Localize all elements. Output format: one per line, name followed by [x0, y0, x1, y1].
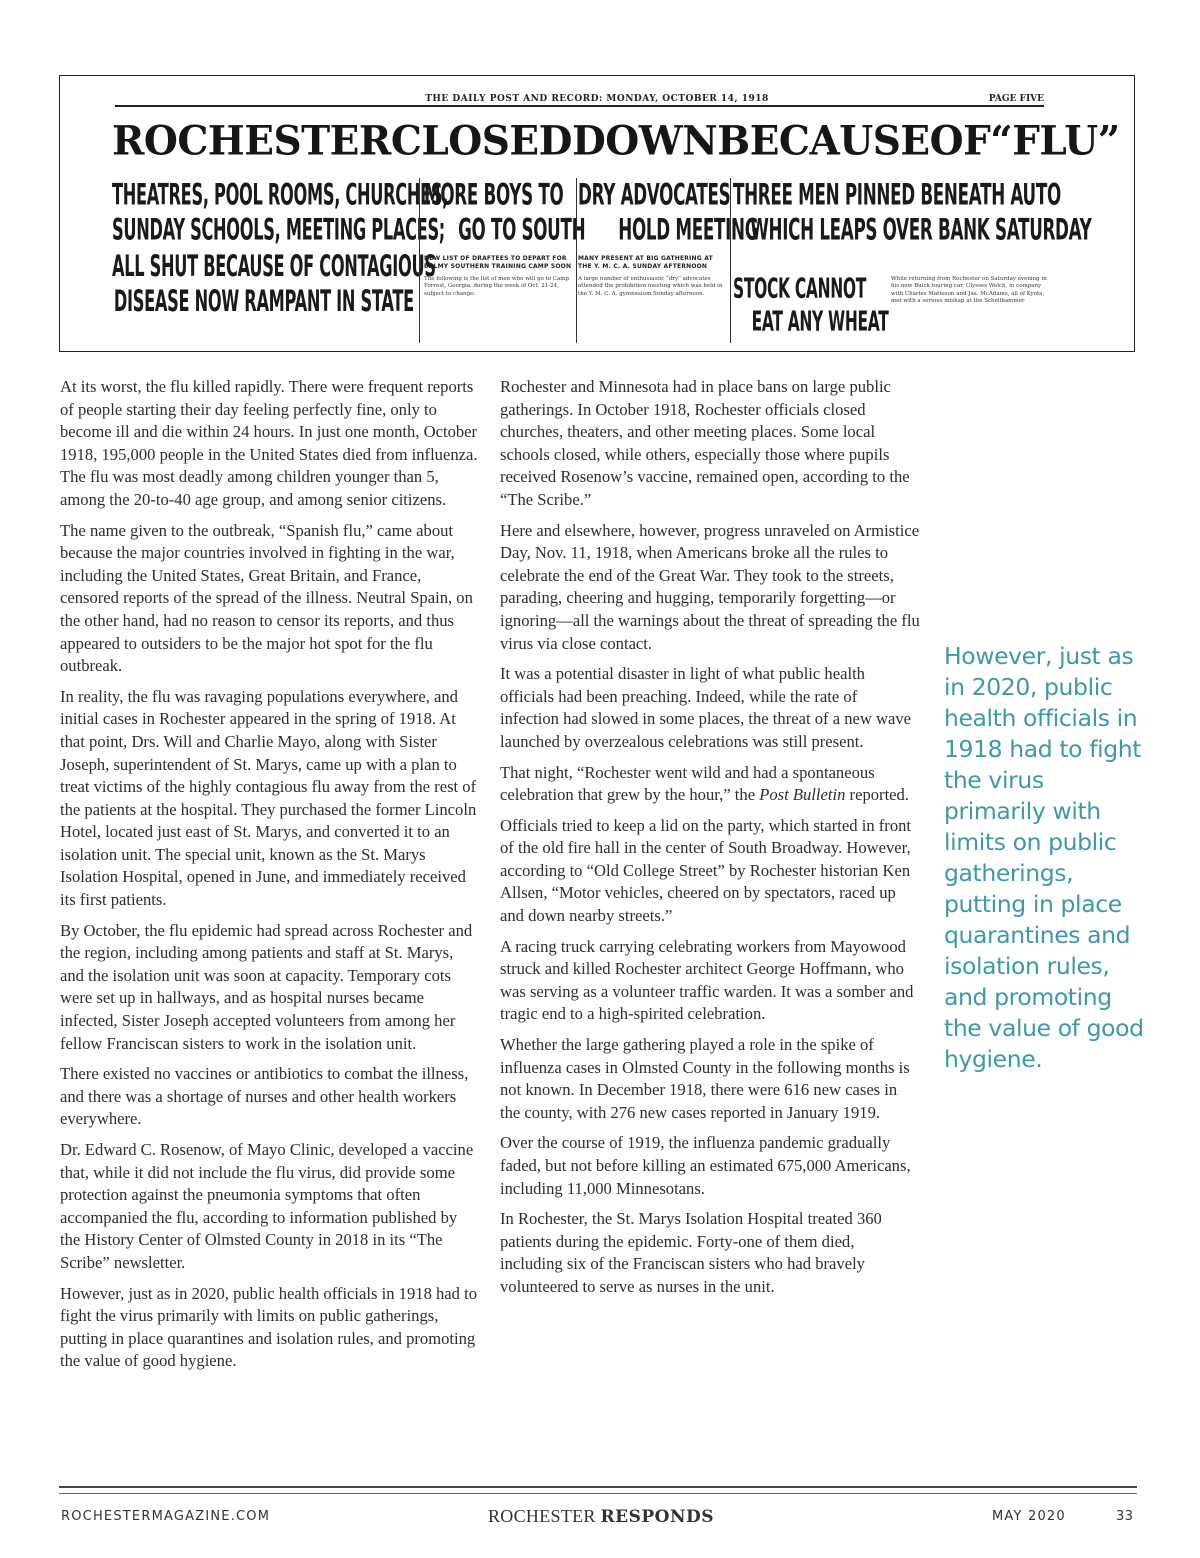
- headline-word: BECAUSE: [717, 117, 930, 165]
- headline-word: CLOSED: [390, 117, 572, 165]
- paragraph: Whether the large gathering played a role in the spike of influenza cases in Olmsted County in the following months is not known. In December 1918, there were 616 new cases in the county, with 276 new cases reported in January 1919.: [500, 1035, 910, 1122]
- footer-rule: [59, 1493, 1137, 1494]
- article-column-middle: [500, 376, 920, 1307]
- paragraph: In reality, the flu was ravaging populations everywhere, and initial cases in Rochester appeared in the spring of 1918. At that point, Drs. Will and Charlie Mayo, along with Sister Joseph, superintendent of St. Marys, came up with a plan to treat victims of the highly contagious flu away from the rest of the patients at the hospital. They purchased the former Lincoln Hotel, located just east of St. Marys, and converted it to an isolation unit. The special unit, known as the St. Marys Isolation Hospital, opened in June, and immediately received its first patients.: [60, 686, 477, 910]
- headline-word: OF: [929, 117, 991, 165]
- clipping-rule: [115, 105, 1044, 107]
- clipping-col-boys: [424, 178, 586, 343]
- paragraph: By October, the flu epidemic had spread across Rochester and the region, including among patients and staff at St. Marys, and the isolation unit was soon at capacity. Temporary cots were set up in hallways, and as hospital nurses became infected, Sister Joseph accepted volunteers from among her fellow Franciscan sisters to work in the isolation unit.: [60, 920, 473, 1053]
- paragraph: Here and elsewhere, however, progress unraveled on Armistice Day, Nov. 11, 1918, when Americans broke all the rules to celebrate the end of the Great War. They took to the streets, parading, cheering and hugging, temporarily forgetting—or ignoring—all the warnings about the threat of spreading the flu virus via close contact.: [500, 520, 920, 653]
- clipping-col-auto: [733, 178, 1092, 343]
- paragraph: There existed no vaccines or antibiotics to combat the illness, and there was a shortage of nurses and other health workers everywhere.: [60, 1064, 469, 1129]
- paragraph: A racing truck carrying celebrating workers from Mayowood struck and killed Rochester architect George Hoffmann, who was serving as a volunteer traffic warden. It was a somber and tragic end to a high-spirited celebration.: [500, 936, 914, 1024]
- paragraph: Officials tried to keep a lid on the party, which started in front of the old fire hall in the center of South Broadway. However, according to “Old College Street” by Rochester historian Ken Allsen, “Motor vehicles, cheered on by spectators, raced up and down nearby streets.”: [500, 815, 912, 926]
- page-number: 33: [1116, 1509, 1134, 1524]
- footer-site: ROCHESTERMAGAZINE.COM: [61, 1509, 271, 1524]
- clipping-body: While returning from Rochester on Saturday evening in his new Buick touring car, Ulysses Welch, in company with Charles Matteson and Jas. McAdams, all of Kyota, met with a serious mishap at the Schellhammer: [891, 276, 1047, 305]
- headline-word: DOWN: [571, 117, 718, 165]
- clipping-line: STOCK CANNOT: [733, 272, 867, 304]
- section-light: ROCHESTER: [488, 1506, 601, 1526]
- publication-title: Post Bulletin: [759, 785, 846, 805]
- footer-rule: [59, 1486, 1137, 1488]
- text-run: reported.: [845, 785, 909, 805]
- pull-quote: However, just as in 2020, public health officials in 1918 had to fight the virus primarily with limits on public gatherings, putting in place quarantines and isolation rules, and promoting the value of good hygiene.: [944, 642, 1144, 1073]
- paragraph: However, just as in 2020, public health officials in 1918 had to fight the virus primarily with limits on public gatherings, putting in place quarantines and isolation rules, and promoting the value of good hygiene.: [60, 1283, 478, 1371]
- clipping-line: GO TO SOUTH: [458, 213, 586, 248]
- clipping-page-label: PAGE FIVE: [983, 94, 1044, 104]
- clipping-subhead: MANY PRESENT AT BIG GATHERING AT THE Y. M. C. A. SUNDAY AFTERNOON: [578, 255, 713, 270]
- footer-section: [488, 1506, 714, 1527]
- clipping-columns: [112, 178, 1092, 343]
- clipping-line: SUNDAY SCHOOLS, MEETING PLACES;: [112, 213, 445, 248]
- clipping-col-dry: [578, 178, 759, 343]
- text-run: That night, “Rochester went wild and had a spontaneous celebration that grew by the hour,” the: [500, 762, 875, 805]
- headline-word: “FLU”: [990, 117, 1120, 165]
- paragraph: Over the course of 1919, the influenza pandemic gradually faded, but not before killing an estimated 675,000 Americans, including 11,000 Minnesotans.: [500, 1133, 911, 1198]
- clipping-line: DISEASE NOW RAMPANT IN STATE: [113, 284, 414, 319]
- clipping-line: HOLD MEETING: [618, 213, 759, 248]
- clipping-body: A large number of enthusiastic “dry” advocates attended the prohibition meeting which was held in the Y. M. C. A. gymnasium Sunday afternoon.: [578, 276, 723, 297]
- clipping-masthead: THE DAILY POST AND RECORD: MONDAY, OCTOBER 14, 1918: [419, 94, 775, 104]
- footer-date: MAY 2020: [992, 1509, 1066, 1524]
- paragraph: It was a potential disaster in light of what public health officials had been preaching. Indeed, while the rate of infection had slowed in some places, the threat of a new wave launched by overzealous celebrations was still present.: [500, 664, 912, 751]
- clipping-line: THREE MEN PINNED BENEATH AUTO: [733, 178, 1061, 213]
- paragraph: The name given to the outbreak, “Spanish flu,” came about because the major countries involved in fighting in the war, including the United States, Great Britain, and France, censored reports of the spread of the illness. Neutral Spain, on the other hand, had no reason to censor its reports, and thus appeared to outsiders to be the major hot spot for the flu outbreak.: [60, 520, 473, 676]
- newspaper-clipping: [59, 75, 1135, 352]
- paragraph: [500, 762, 920, 807]
- clipping-subhead: NEW LIST OF DRAFTEES TO DEPART FOR BALMY SOUTHERN TRAINING CAMP SOON: [424, 255, 572, 270]
- column-divider: [576, 178, 577, 343]
- headline-word: ROCHESTER: [112, 117, 391, 165]
- clipping-line: ALL SHUT BECAUSE OF CONTAGIOUS: [112, 249, 436, 284]
- clipping-col-theatres: [112, 178, 449, 343]
- column-divider: [730, 178, 731, 343]
- paragraph: Dr. Edward C. Rosenow, of Mayo Clinic, developed a vaccine that, while it did not include the flu virus, did provide some protection against the pneumonia symptoms that often accompanied the flu, according to information published by the History Center of Olmsted County in 2018 in its “The Scribe” newsletter.: [60, 1140, 474, 1272]
- paragraph: In Rochester, the St. Marys Isolation Hospital treated 360 patients during the epidemic. Forty-one of them died, including six of the Franciscan sisters who had bravely volunteered to serve as nurses in the unit.: [500, 1209, 882, 1296]
- clipping-line: MORE BOYS TO: [424, 178, 564, 213]
- clipping-line: WHICH LEAPS OVER BANK SATURDAY: [750, 213, 1092, 248]
- paragraph: At its worst, the flu killed rapidly. There were frequent reports of people starting their day feeling perfectly fine, only to become ill and die within 24 hours. In just one month, October 1918, 195,000 people in the United States died from influenza. The flu was most deadly among children younger than 5, among the 20-to-40 age group, and among senior citizens.: [60, 377, 478, 509]
- clipping-body: The following is the list of men who will go to Camp Forrest, Georgia, during the week of Oct. 21-24, subject to change:: [424, 276, 570, 297]
- clipping-headline: [112, 117, 1120, 165]
- section-bold: RESPONDS: [600, 1507, 715, 1527]
- clipping-line: THEATRES, POOL ROOMS, CHURCHES,: [112, 178, 449, 213]
- column-divider: [419, 178, 420, 343]
- clipping-line: EAT ANY WHEAT: [751, 305, 889, 337]
- clipping-line: DRY ADVOCATES: [578, 178, 731, 213]
- article-column-left: [60, 376, 478, 1381]
- paragraph: Rochester and Minnesota had in place bans on large public gatherings. In October 1918, Rochester officials closed churches, theaters, and other meeting places. Some local schools closed, while others, especially those where pupils received Rosenow’s vaccine, remained open, according to the “The Scribe.”: [500, 377, 910, 509]
